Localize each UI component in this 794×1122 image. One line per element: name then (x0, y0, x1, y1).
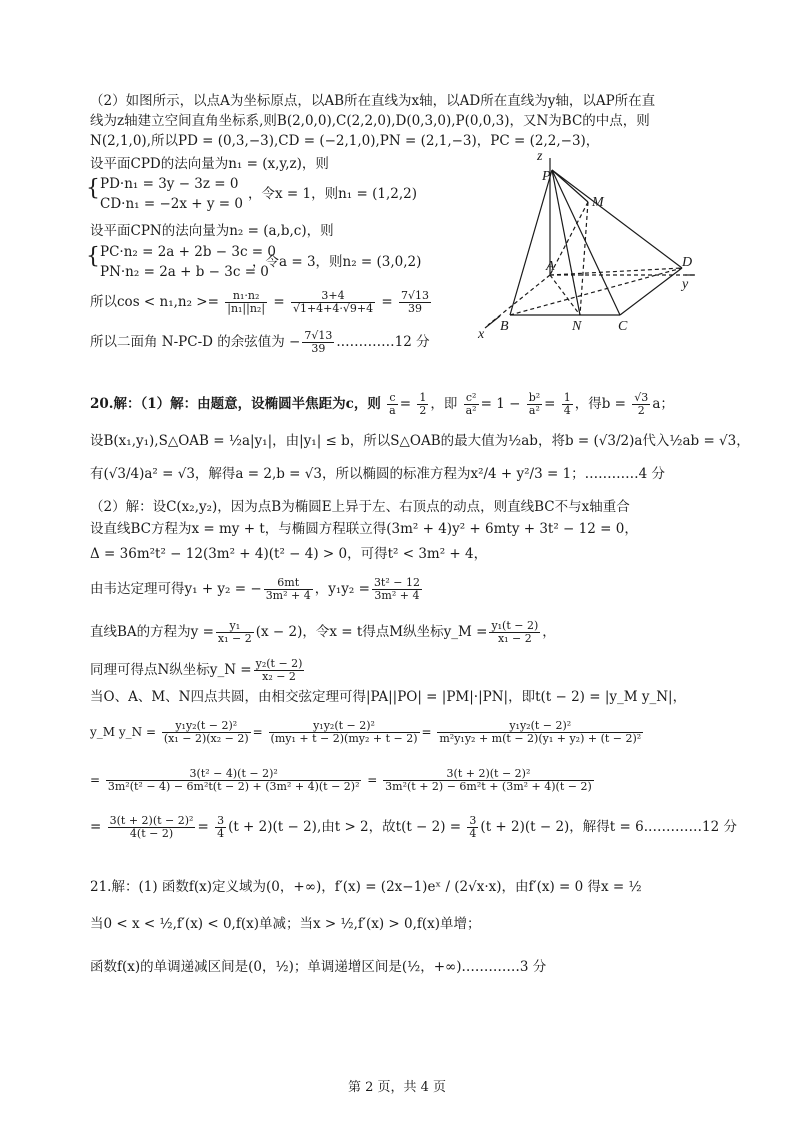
cos-frac-1: $\frac{\text{n₁·n₂}}{\text{|n₁||n₂|}}$ (227, 289, 266, 315)
q19-line-2: 线为z轴建立空间直角坐标系,则B(2,0,0),C(2,2,0),D(0,3,0),P(0,0,3)，又N为BC的中点，则 (90, 113, 650, 129)
q19-answer-line: 所以二面角 N-PC-D 的余弦值为 − $\frac{7√13}{39}$ .…………12 分 (90, 329, 430, 355)
q20-line-6: Δ = 36m²t² − 12(3m² + 4)(t² − 4) > 0，可得t² < 3m² + 4， (90, 546, 488, 562)
label-y: y (682, 277, 689, 292)
q20-line-4: （2）解：设C(x₂,y₂)，因为点B为椭圆E上异于左、右顶点的动点，则直线BC不与x轴重合 (90, 499, 630, 515)
q20-line-12: = $\frac{\text{3(t² − 4)(t − 2)²}}{\text{3m²(t² − 4) − 6m²t(t − 2) + (3m² + 4)(t − 2)²}}$ = $\frac{\text{3(t + 2)(t − 2)²}}{\text{3m²(t + 2) − 6m²t + (3m² + 4)(t − 2)}}$ (90, 767, 592, 793)
q20-line-3: 有(√3/4)a² = √3，解得a = 2,b = √3，所以椭圆的标准方程为x²/4 + y²/3 = 1；…………4 分 (90, 466, 666, 482)
q20-line-2: 设B(x₁,y₁),S△OAB = ½a|y₁|，由|y₁| ≤ b，所以S△OAB的最大值为½ab，将b = (√3/2)a代入½ab = √3， (90, 433, 750, 449)
page-footer: 第 2 页，共 4 页 (347, 1080, 447, 1095)
q19-line-7: 设平面CPN的法向量为n₂ = (a,b,c)，则 (90, 223, 334, 239)
cos-frac-3: $\frac{7√13}{39}$ (401, 289, 430, 315)
label-P: P (542, 169, 551, 184)
q19-line-4: 设平面CPD的法向量为n₁ = (x,y,z)，则 (90, 156, 329, 172)
edge-PB (510, 170, 552, 315)
q19-eq-1: PD·n₁ = 3y − 3z = 0 (100, 176, 239, 192)
q20-line-10: 当O、A、M、N四点共圆，由相交弦定理可得|PA||PO| = |PM|·|PN|，即t(t − 2) = |y_M y_N|， (90, 689, 687, 705)
pyramid-figure (470, 140, 710, 340)
q20-line-1: 20.解：（1）解：由题意，设椭圆半焦距为c，则 $\frac{c}{a}$ = $\frac{1}{2}$ ，即 $\frac{\text{c²}}{\text{a²}}$ = 1 − $\frac{\text{b²}}{\text{a²}}$ = $\frac{1}{4}$ ，得b = $\frac{√3}{2}$ a； (90, 391, 674, 417)
label-N: N (572, 319, 582, 334)
label-D: D (682, 255, 693, 270)
q21-line-1: 21.解：(1) 函数f(x)定义域为(0，+∞)，f′(x) = (2x−1)eˣ / (2√x·x)，由f′(x) = 0 得x = ½ (90, 879, 642, 895)
q19-solve-1: ，令x = 1，则n₁ = (1,2,2) (248, 186, 417, 202)
q19-eq-3: PC·n₂ = 2a + 2b − 3c = 0 (100, 244, 276, 260)
label-z: z (537, 149, 543, 164)
q20-line-7: 由韦达定理可得y₁ + y₂ = − $\frac{6mt}{\text{3m² + 4}}$ ，y₁y₂ = $\frac{\text{3t² − 12}}{\text{3m² + 4}}$ (90, 576, 420, 602)
q19-cos-line: 所以cos < n₁,n₂ >= $\frac{\text{n₁·n₂}}{\text{|n₁||n₂|}}$ = $\frac{3+4}{√1+4+4\cdot√9+4}$ = $\frac{7√13}{39}$ (90, 289, 430, 315)
edge-PC (552, 170, 620, 315)
edge-PD (552, 170, 682, 268)
q20-line-13: = $\frac{\text{3(t + 2)(t − 2)²}}{4(t - 2)}$ = $\frac{3}{4}$ (t + 2)(t − 2),由t > 2，故t(t − 2) = $\frac{3}{4}$ (t + 2)(t − 2)，解得t = 6.…………12 分 (90, 814, 737, 840)
q21-line-3: 函数f(x)的单调递减区间是(0，½)；单调递增区间是(½，+∞).…………3 分 (90, 959, 547, 975)
q20-line-11: y_M y_N = $\frac{\text{y₁y₂(t − 2)²}}{\text{(x₁ − 2)(x₂ − 2)}}$ = $\frac{\text{y₁y₂(t − 2)²}}{\text{(my₁ + t − 2)(my₂ + t − 2)}}$ = $\frac{\text{y₁y₂(t − 2)²}}{\text{m²y₁y₂ + m(t − 2)(y₁ + y₂) + (t − 2)²}}$ (90, 719, 642, 745)
label-M: M (592, 195, 604, 210)
cos-label: 所以cos < n₁,n₂ >= (90, 294, 219, 310)
q19-eq-4: PN·n₂ = 2a + b − 3c = 0 (100, 264, 269, 280)
cos-frac-2: $\frac{3+4}{√1+4+4\cdot√9+4}$ (292, 289, 374, 315)
q20-line-8: 直线BA的方程为y = $\frac{\text{y₁}}{\text{x₁ − 2}}$ (x − 2)，令x = t得点M纵坐标y_M = $\frac{\text{y₁(t − 2)}}{\text{x₁ − 2}}$ ， (90, 619, 556, 645)
label-B: B (500, 319, 509, 334)
brace-1: { (86, 176, 100, 201)
q19-solve-2: ，令a = 3，则n₂ = (3,0,2) (252, 254, 422, 270)
label-x: x (478, 327, 485, 340)
x-axis (485, 316, 500, 328)
q19-eq-2: CD·n₁ = −2x + y = 0 (100, 196, 243, 212)
q19-line-1: （2）如图所示，以点A为坐标原点，以AB所在直线为x轴，以AD所在直线为y轴，以AP所在直 (90, 93, 656, 109)
brace-2: { (86, 244, 100, 269)
answer-frac: $\frac{7√13}{39}$ (304, 329, 333, 355)
q20-line-9: 同理可得点N纵坐标y_N = $\frac{\text{y₂(t − 2)}}{\text{x₂ − 2}}$ (90, 657, 303, 683)
q21-line-2: 当0 < x < ½,f′(x) < 0,f(x)单减；当x > ½,f′(x) > 0,f(x)单增； (90, 916, 481, 932)
q20-line-5: 设直线BC方程为x = my + t，与椭圆方程联立得(3m² + 4)y² + 6mty + 3t² − 12 = 0， (90, 521, 638, 537)
label-C: C (618, 319, 628, 334)
q19-line-3: N(2,1,0),所以PD = (0,3,−3),CD = (−2,1,0),PN = (2,1,−3)，PC = (2,2,−3)， (90, 133, 600, 149)
label-A: A (546, 259, 555, 274)
